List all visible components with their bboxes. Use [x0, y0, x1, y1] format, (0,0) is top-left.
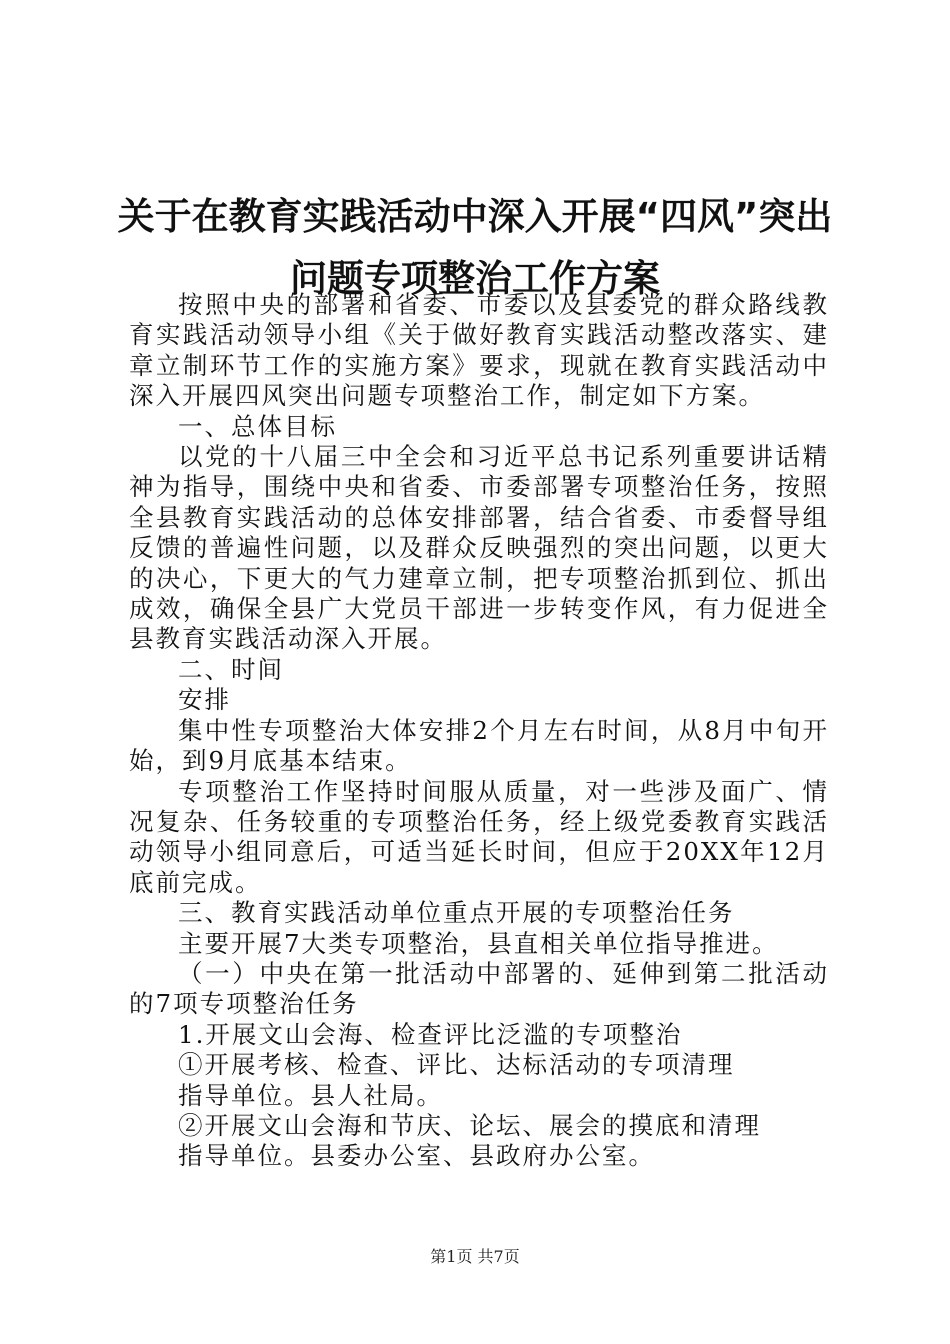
schedule-paragraph: 集中性专项整治大体安排2个月左右时间，从8月中旬开始，到9月底基本结束。: [129, 715, 829, 776]
document-body: [129, 290, 829, 1172]
subheading-arrangement: 安排: [178, 685, 231, 715]
guide-unit-1: 指导单位。县人社局。: [178, 1080, 443, 1110]
guide-unit-2: 指导单位。县委办公室、县政府办公室。: [178, 1141, 655, 1171]
tasks-summary-paragraph: 主要开展7大类专项整治，县直相关单位指导推进。: [178, 928, 779, 958]
section-heading-time: 二、时间: [178, 654, 284, 684]
extension-paragraph: 专项整治工作坚持时间服从质量，对一些涉及面广、情况复杂、任务较重的专项整治任务，经上级党委教育实践活动领导小组同意后，可适当延长时间，但应于20XX年12月底前完成。: [129, 776, 829, 897]
section-heading-tasks: 三、教育实践活动单位重点开展的专项整治任务: [178, 898, 735, 928]
task-subitem-2: ②开展文山会海和节庆、论坛、展会的摸底和清理: [178, 1110, 761, 1140]
document-title-line-2: 问题专项整治工作方案: [290, 257, 660, 300]
task-item-1: 1.开展文山会海、检查评比泛滥的专项整治: [178, 1019, 683, 1049]
intro-paragraph: 按照中央的部署和省委、市委以及县委党的群众路线教育实践活动领导小组《关于做好教育实践活动整改落实、建章立制环节工作的实施方案》要求，现就在教育实践活动中深入开展四风突出问题专项整治工作，制定如下方案。: [129, 290, 829, 411]
document-title-line-1: 关于在教育实践活动中深入开展“四风”突出: [117, 195, 833, 238]
task-subitem-1: ①开展考核、检查、评比、达标活动的专项清理: [178, 1050, 735, 1080]
overall-goal-paragraph: 以党的十八届三中全会和习近平总书记系列重要讲话精神为指导，围绕中央和省委、市委部署专项整治任务，按照全县教育实践活动的总体安排部署，结合省委、市委督导组反馈的普遍性问题，以及群众反映强烈的突出问题，以更大的决心，下更大的气力建章立制，把专项整治抓到位、抓出成效，确保全县广大党员干部进一步转变作风，有力促进全县教育实践活动深入开展。: [129, 442, 829, 654]
subsection-heading-1: （一）中央在第一批活动中部署的、延伸到第二批活动的7项专项整治任务: [129, 958, 829, 1019]
section-heading-overall-goal: 一、总体目标: [178, 411, 337, 441]
page-number: 第1页 共7页: [430, 1247, 520, 1266]
